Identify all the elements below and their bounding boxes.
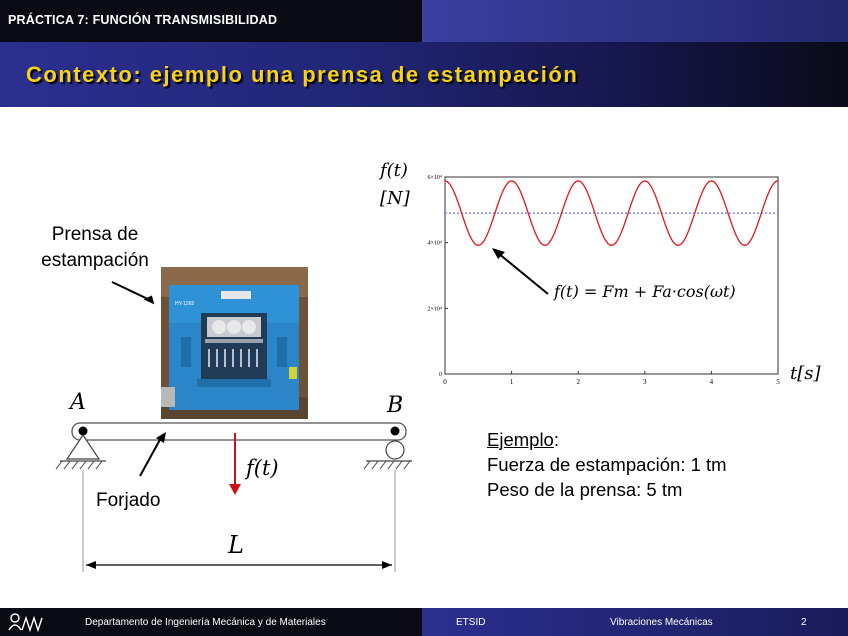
- footer-page-number: 2: [801, 617, 807, 628]
- force-label: f(t): [246, 456, 279, 480]
- press-plate-text: HY-1282: [175, 301, 195, 307]
- plot-area: [445, 177, 778, 374]
- slide-title: Contexto: ejemplo una prensa de estampación: [26, 62, 579, 87]
- press-label-line1: Prensa de: [51, 224, 139, 245]
- x-tick-label: 1: [509, 378, 514, 386]
- x-tick-label: 0: [443, 378, 447, 386]
- press-label-line2: estampación: [41, 250, 149, 271]
- floor-label: Forjado: [96, 490, 161, 511]
- y-tick-label: 0: [439, 372, 442, 378]
- footer-department: Departamento de Ingeniería Mecánica y de Materiales: [85, 617, 326, 628]
- department-logo-icon: [6, 610, 46, 634]
- x-tick-label: 4: [709, 378, 714, 386]
- example-line2: Peso de la prensa: 5 tm: [487, 479, 683, 500]
- y-tick-label: 6×10⁴: [427, 175, 442, 181]
- y-tick-label: 2×10⁴: [427, 306, 442, 313]
- example-colon: :: [553, 429, 559, 450]
- y-tick-label: 4×10⁴: [427, 240, 442, 247]
- chart-yunit: [N]: [380, 188, 410, 209]
- example-heading: Ejemplo: [487, 429, 554, 450]
- footer-course: Vibraciones Mecánicas: [610, 617, 713, 628]
- practice-title: PRÁCTICA 7: FUNCIÓN TRANSMISIBILIDAD: [8, 13, 278, 27]
- footer-school: ETSID: [456, 617, 486, 628]
- chart-equation: f(t) = Fm + Fa·cos(ωt): [554, 282, 736, 301]
- length-label: L: [228, 531, 244, 559]
- x-tick-label: 5: [776, 378, 780, 386]
- chart-ylabel: f(t): [380, 160, 408, 181]
- example-block: [487, 427, 727, 502]
- x-tick-label: 2: [576, 378, 580, 386]
- example-line1: Fuerza de estampación: 1 tm: [487, 454, 727, 475]
- x-tick-label: 3: [643, 378, 647, 386]
- support-b-label: B: [387, 393, 404, 418]
- support-a-label: A: [70, 390, 86, 415]
- chart-xlabel: t[s]: [790, 363, 821, 384]
